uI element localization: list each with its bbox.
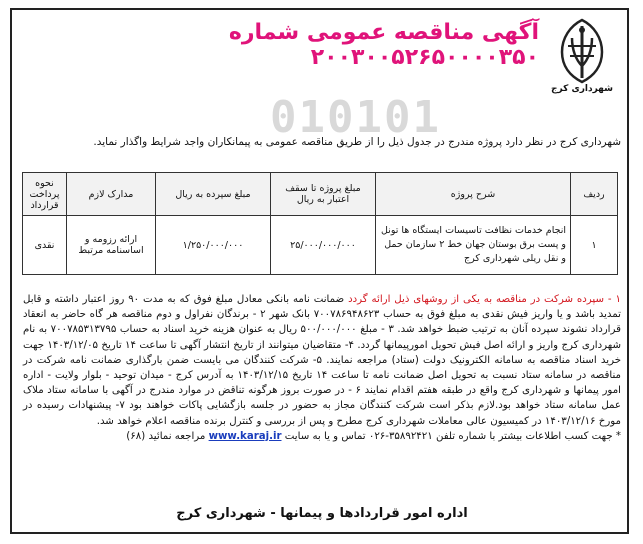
cell-deposit: ۱/۲۵۰/۰۰۰/۰۰۰ <box>156 216 271 275</box>
header-deposit: مبلغ سپرده به ریال <box>156 173 271 216</box>
cell-documents: ارائه رزومه و اساسنامه مرتبط <box>67 216 156 275</box>
header-budget: مبلغ پروژه تا سقف اعتبار به ریال <box>271 173 376 216</box>
table-row <box>23 216 618 275</box>
cell-row-number: ۱ <box>571 216 618 275</box>
header-description: شرح پروژه <box>376 173 571 216</box>
header-row-number: ردیف <box>571 173 618 216</box>
page-title: آگهی مناقصه عمومی شماره ۲۰۰۳۰۰۵۲۶۵۰۰۰۰۳۵۰ <box>228 20 539 70</box>
tender-table <box>22 172 618 275</box>
cell-payment: نقدی <box>23 216 67 275</box>
cell-description: انجام خدمات نظافت تاسیسات ایستگاه ها تونل و پست برق بوستان جهان خط ۲ سازمان حمل و نقل ریلی شهرداری کرج <box>376 216 571 275</box>
cell-budget: ۲۵/۰۰۰/۰۰۰/۰۰۰ <box>271 216 376 275</box>
website-link[interactable]: www.karaj.ir <box>208 430 282 442</box>
footer-signature: اداره امور قراردادها و پیمانها - شهرداری کرج <box>176 506 468 521</box>
conditions-body: ضمانت نامه بانکی معادل مبلغ فوق که به مدت ۹۰ روز اعتبار داشته و قابل تمدید باشد و یا واریز فیش نقدی به مبلغ فوق به حساب ۷۰۰۷۸۶۹۴۸۶۲۳ بانک شهر ۲ - برندگان نفراول و دوم مناقصه هر گاه حاضر به انعقاد قرارداد نشوند سپرده آنان به ترتیب ضبط خواهد شد. ۳ - مبلغ ۵۰۰/۰۰۰/۰۰۰ ریال به عنوان هزینه خرید اسناد به حساب ۷۰۰۷۸۵۳۱۳۷۹۵ به نام شهرداری کرج واریز و ارائه اصل فیش تحویل امورپیمانها گردد. ۴- متقاضیان میتوانند از تاریخ انتشار آگهی تا ساعت ۱۴ تاریخ ۱۴۰۳/۱۲/۰۵ جهت خرید اسناد مناقصه به سامانه الکترونیک دولت (ستاد) مراجعه نمایند. ۵- شرکت کنندگان می بایست ضمن بارگذاری ضمانت نامه شرکت در مناقصه در سامانه ستاد نسبت به تحویل اصل ضمانت نامه تا ساعت ۱۴ تاریخ ۱۴۰۳/۱۲/۱۵ به آدرس کرج - میدان توحید - بلوار ولایت - اداره امور پیمانها و شهرداری کرج واقع در طبقه هفتم اقدام نمایند ۶ - در صورت بروز هرگونه تناقض در موارد مندرج در آگهی با سامانه ستاد ملاک عمل سامانه ستاد خواهد بود.لازم بذکر است شرکت کنندگان مجاز به حضور در جلسه بازگشایی پاکات خواهند بود ۷- پیشنهادات رسیده در مورخ ۱۴۰۳/۱۲/۱۶ در کمیسیون عالی معاملات شهرداری کرج مطرح و پس از بررسی و کنترل برنده مناقصه اعلام خواهد شد. <box>23 294 622 427</box>
table-header-row <box>23 173 618 216</box>
watermark-text: 010101 <box>270 92 441 143</box>
logo-caption: شهرداری کرج <box>551 84 613 94</box>
contact-info-suffix: مراجعه نمائید (۶۸) <box>126 430 206 442</box>
conditions-text <box>23 292 621 444</box>
contact-info-prefix: * جهت کسب اطلاعات بیشتر با شماره تلفن ۳۵۸۹۲۴۲۱-۰۲۶ تماس و یا به سایت <box>284 430 621 442</box>
intro-text: شهرداری کرج در نظر دارد پروژه مندرج در جدول ذیل را از طریق مناقصه عمومی به پیمانکاران واجد شرایط واگذار نماید. <box>93 136 621 148</box>
header-payment: نحوه پرداخت قرارداد <box>23 173 67 216</box>
deposit-condition-heading: ۱ - سپرده شرکت در مناقصه به یکی از روشهای ذیل ارائه گردد <box>348 294 621 305</box>
header-documents: مدارک لازم <box>67 173 156 216</box>
